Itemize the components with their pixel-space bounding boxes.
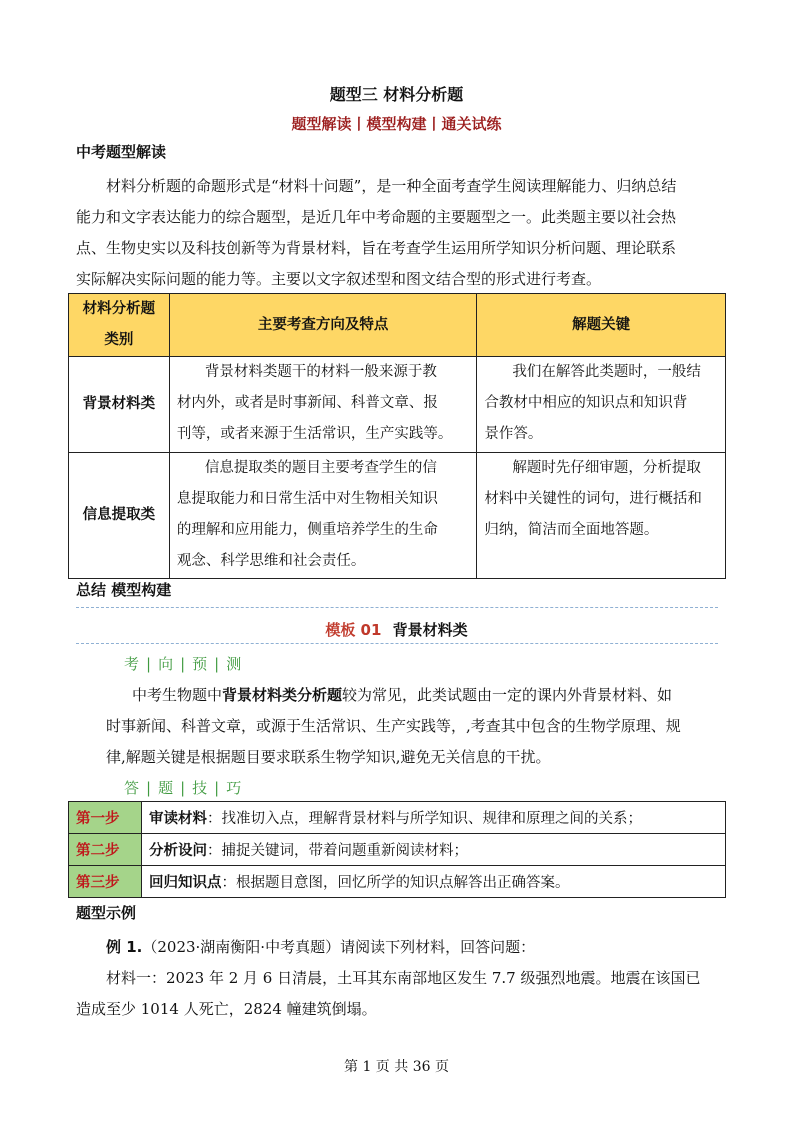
table-header-category: 材料分析题 类别: [69, 294, 170, 357]
steps-table: [68, 801, 726, 898]
template-name: 背景材料类: [392, 621, 468, 639]
table-cell-category: 信息提取类: [69, 453, 170, 579]
page-footer: 第 1 页 共 36 页: [344, 1059, 449, 1075]
example-label: 例 1.: [106, 938, 143, 956]
intro-line: 材料分析题的命题形式是“材料十问题”，是一种全面考查学生阅读理解能力、归纳总结: [106, 177, 677, 195]
table-cell-key: 我们在解答此类题时，一般结 合教材中相应的知识点和知识背 景作答。: [477, 357, 726, 453]
intro-line: 实际解决实际问题的能力等。主要以文字叙述型和图文结合型的形式进行考查。: [76, 270, 602, 288]
kaoxiang-label: 考 | 向 | 预 | 测: [124, 655, 243, 673]
table-cell-features: 背景材料类题干的材料一般来源于教 材内外，或者是时事新闻、科普文章、报 刊等，或者来源于生活常识，生产实践等。: [169, 357, 477, 453]
table-row: [69, 834, 726, 866]
template-title: [0, 619, 793, 640]
table-row: [69, 866, 726, 898]
template-number: 模板 01: [325, 621, 382, 639]
step-label: 第二步: [69, 834, 142, 866]
table-row: [69, 357, 726, 453]
example-block: 例 1.（2023·湖南衡阳·中考真题）请阅读下列材料，回答问题： 材料一：2023 年 2 月 6 日清晨，土耳其东南部地区发生 7.7 级强烈地震。地震在该国已 造成至少 1014 人死亡，2824 幢建筑倒塌。: [76, 938, 701, 1018]
section-heading-examples: 题型示例: [76, 904, 137, 922]
table-header-key: 解题关键: [477, 294, 726, 357]
intro-paragraph: [76, 171, 726, 295]
table-row: [69, 802, 726, 834]
dati-label: 答 | 题 | 技 | 巧: [124, 779, 243, 797]
page-subtitle: 题型解读丨模型构建丨通关试练: [291, 115, 502, 133]
step-content: 回归知识点：根据题目意图，回忆所学的知识点解答出正确答案。: [142, 866, 726, 898]
table-row: [69, 453, 726, 579]
page-title: 题型三 材料分析题: [329, 85, 464, 104]
question-type-table: [68, 293, 726, 579]
step-content: 分析设问：捕捉关键词，带着问题重新阅读材料；: [142, 834, 726, 866]
example-source: （2023·湖南衡阳·中考真题）请阅读下列材料，回答问题：: [142, 938, 536, 956]
table-cell-key: 解题时先仔细审题，分析提取 材料中关键性的词句，进行概括和 归纳，简洁而全面地答题。: [477, 453, 726, 579]
intro-line: 能力和文字表达能力的综合题型，是近几年中考命题的主要题型之一。此类题主要以社会热: [76, 208, 677, 226]
divider: [76, 607, 718, 608]
table-cell-category: 背景材料类: [69, 357, 170, 453]
divider: [76, 643, 718, 644]
table-header-features: 主要考查方向及特点: [169, 294, 477, 357]
step-label: 第一步: [69, 802, 142, 834]
step-content: 审读材料：找准切入点，理解背景材料与所学知识、规律和原理之间的关系；: [142, 802, 726, 834]
section-heading-interpretation: 中考题型解读: [76, 143, 167, 161]
section-heading-model: 总结 模型构建: [76, 581, 172, 599]
kaoxiang-paragraph: 中考生物题中背景材料类分析题较为常见，此类试题由一定的课内外背景材料、如 时事新闻、科普文章，或源于生活常识、生产实践等，,考查其中包含的生物学原理、规 律,解题关键是根据题目要求联系生物学知识,避免无关信息的干扰。: [106, 686, 681, 766]
step-label: 第三步: [69, 866, 142, 898]
table-cell-features: 信息提取类的题目主要考查学生的信 息提取能力和日常生活中对生物相关知识 的理解和应用能力，侧重培养学生的生命 观念、科学思维和社会责任。: [169, 453, 477, 579]
intro-line: 点、生物史实以及科技创新等为背景材料，旨在考查学生运用所学知识分析问题、理论联系: [76, 239, 677, 257]
